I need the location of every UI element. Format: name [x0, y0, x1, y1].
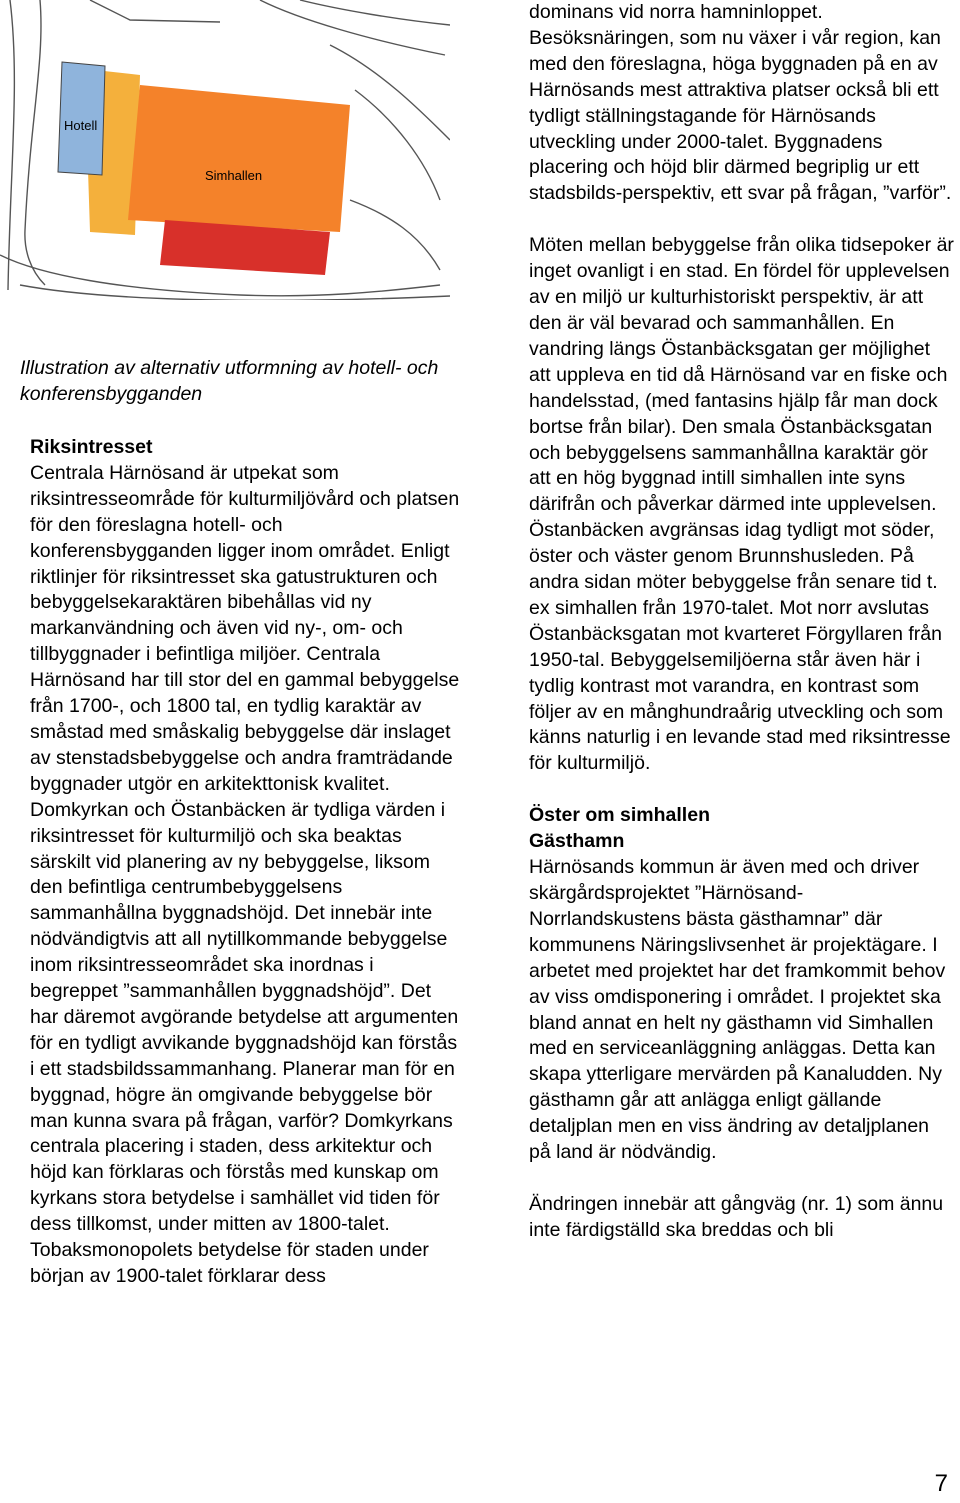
right-column [529, 0, 954, 1244]
section-heading-oster: Öster om simhallen [529, 804, 710, 827]
left-column [30, 435, 460, 1290]
figure-caption: Illustration av alternativ utformning av hotell- och konferensbygganden [20, 357, 439, 405]
pool-label: Simhallen [205, 168, 263, 183]
paragraph: Härnösands kommun är även med och driver skärgårdsprojektet ”Härnösand-Norrlandskustens bästa gästhamnar” där kommunens Näringslivsenhet är projektägare. I arbetet med projektet har det framkommit behov av viss omdisponering i området. I projektet ska bland annat en helt ny gästhamn vid Simhallen med en serviceanläggning anläggas. Detta kan skapa ytterligare mervärden på Kanaludden. Ny gästhamn går att anlägga enligt gällande detaljplan men en viss ändring av detaljplanen på land är nödvändig. [529, 856, 946, 1164]
section-heading-gasthamn: Gästhamn [529, 830, 625, 853]
section-heading-riksintresset: Riksintresset [30, 436, 153, 458]
paragraph: Möten mellan bebyggelse från olika tidsepoker är inget ovanligt i en stad. En fördel för upplevelsen av en miljö ur kulturhistoriskt perspektiv, är att den är väl bevarad och sammanhållen. En vandring längs Östanbäcksgatan ger möjlighet att uppleva en tid då Härnösand var en fiske och handelsstad, (med fantasins hjälp får man dock bortse från bilar). Den smala Östanbäcksgatan och bebyggelsens sammanhållna karaktär gör att en hög byggnad intill simhallen inte syns därifrån och påverkar därmed inte upplevelsen. Östanbäcken avgränsas idag tydligt mot söder, öster och väster genom Brunnshusleden. På andra sidan möter bebyggelse från senare tid t. ex simhallen från 1970-talet. Mot norr avslutas Östanbäcksgatan mot kvarteret Förgyllaren från 1950-tal. Bebyggelsemiljöerna står även här i tydlig kontrast mot varandra, en kontrast som följer av en månghundraårig utveckling och som känns naturlig i en levande stad med riksintresse för kulturmiljö. [529, 234, 954, 775]
paragraph: dominans vid norra hamninloppet. Besöksnäringen, som nu växer i vår region, kan med den föreslagna, höga byggnaden på en av Härnösands mest attraktiva platser också bli ett tydligt ställningstagande för Härnösands utveckling under 2000-talet. Byggnadens placering och höjd blir därmed begriplig ur ett stadsbilds-perspektiv, ett svar på frågan, ”varför”. [529, 1, 952, 205]
paragraph: Centrala Härnösand är utpekat som riksintresseområde för kulturmiljövård och platsen för den föreslagna hotell- och konferensbygganden ligger inom området. Enligt riktlinjer för riksintresset ska gatustrukturen och bebyggelsekaraktären bibehållas vid ny markanvändning och även vid ny-, om- och tillbyggnader i befintliga miljöer. Centrala Härnösand har till stor del en gammal bebyggelse från 1700-, och 1800 tal, en tydlig karaktär av småstad med småskalig bebyggelse där inslaget av stenstadsbebyggelse och andra framträdande byggnader utgör en arkitekttonisk kvalitet. Domkyrkan och Östanbäcken är tydliga värden i riksintresset för kulturmiljö och ska beaktas särskilt vid planering av ny bebyggelse, liksom den befintliga centrumbebyggelsens sammanhållna byggnadshöjd. Det innebär inte nödvändigtvis att all nytillkommande bebyggelse inom riksintresseområdet ska inordnas i begreppet ”sammanhållen byggnadshöjd”. Det har däremot avgörande betydelse att argumenten för en tydligt avvikande byggnadshöjd kan förstås i ett stadsbildssammanhang. Planerar man för en byggnad, högre än omgivande bebyggelse bör man kunna svara på frågan, varför? Domkyrkans centrala placering i staden, dess arkitektur och höjd kan förklaras och förstås med kunskap om kyrkans stora betydelse i samhället vid tiden för dess tillkomst, under mitten av 1800-talet. Tobaksmonopolets betydelse för staden under början av 1900-talet förklarar dess [30, 461, 460, 1287]
page-number: 7 [934, 1470, 948, 1497]
site-plan-illustration [0, 0, 450, 300]
pool-building [128, 85, 350, 232]
paragraph: Ändringen innebär att gångväg (nr. 1) som ännu inte färdigställd ska breddas och bli [529, 1192, 944, 1241]
hotel-label: Hotell [64, 118, 98, 133]
